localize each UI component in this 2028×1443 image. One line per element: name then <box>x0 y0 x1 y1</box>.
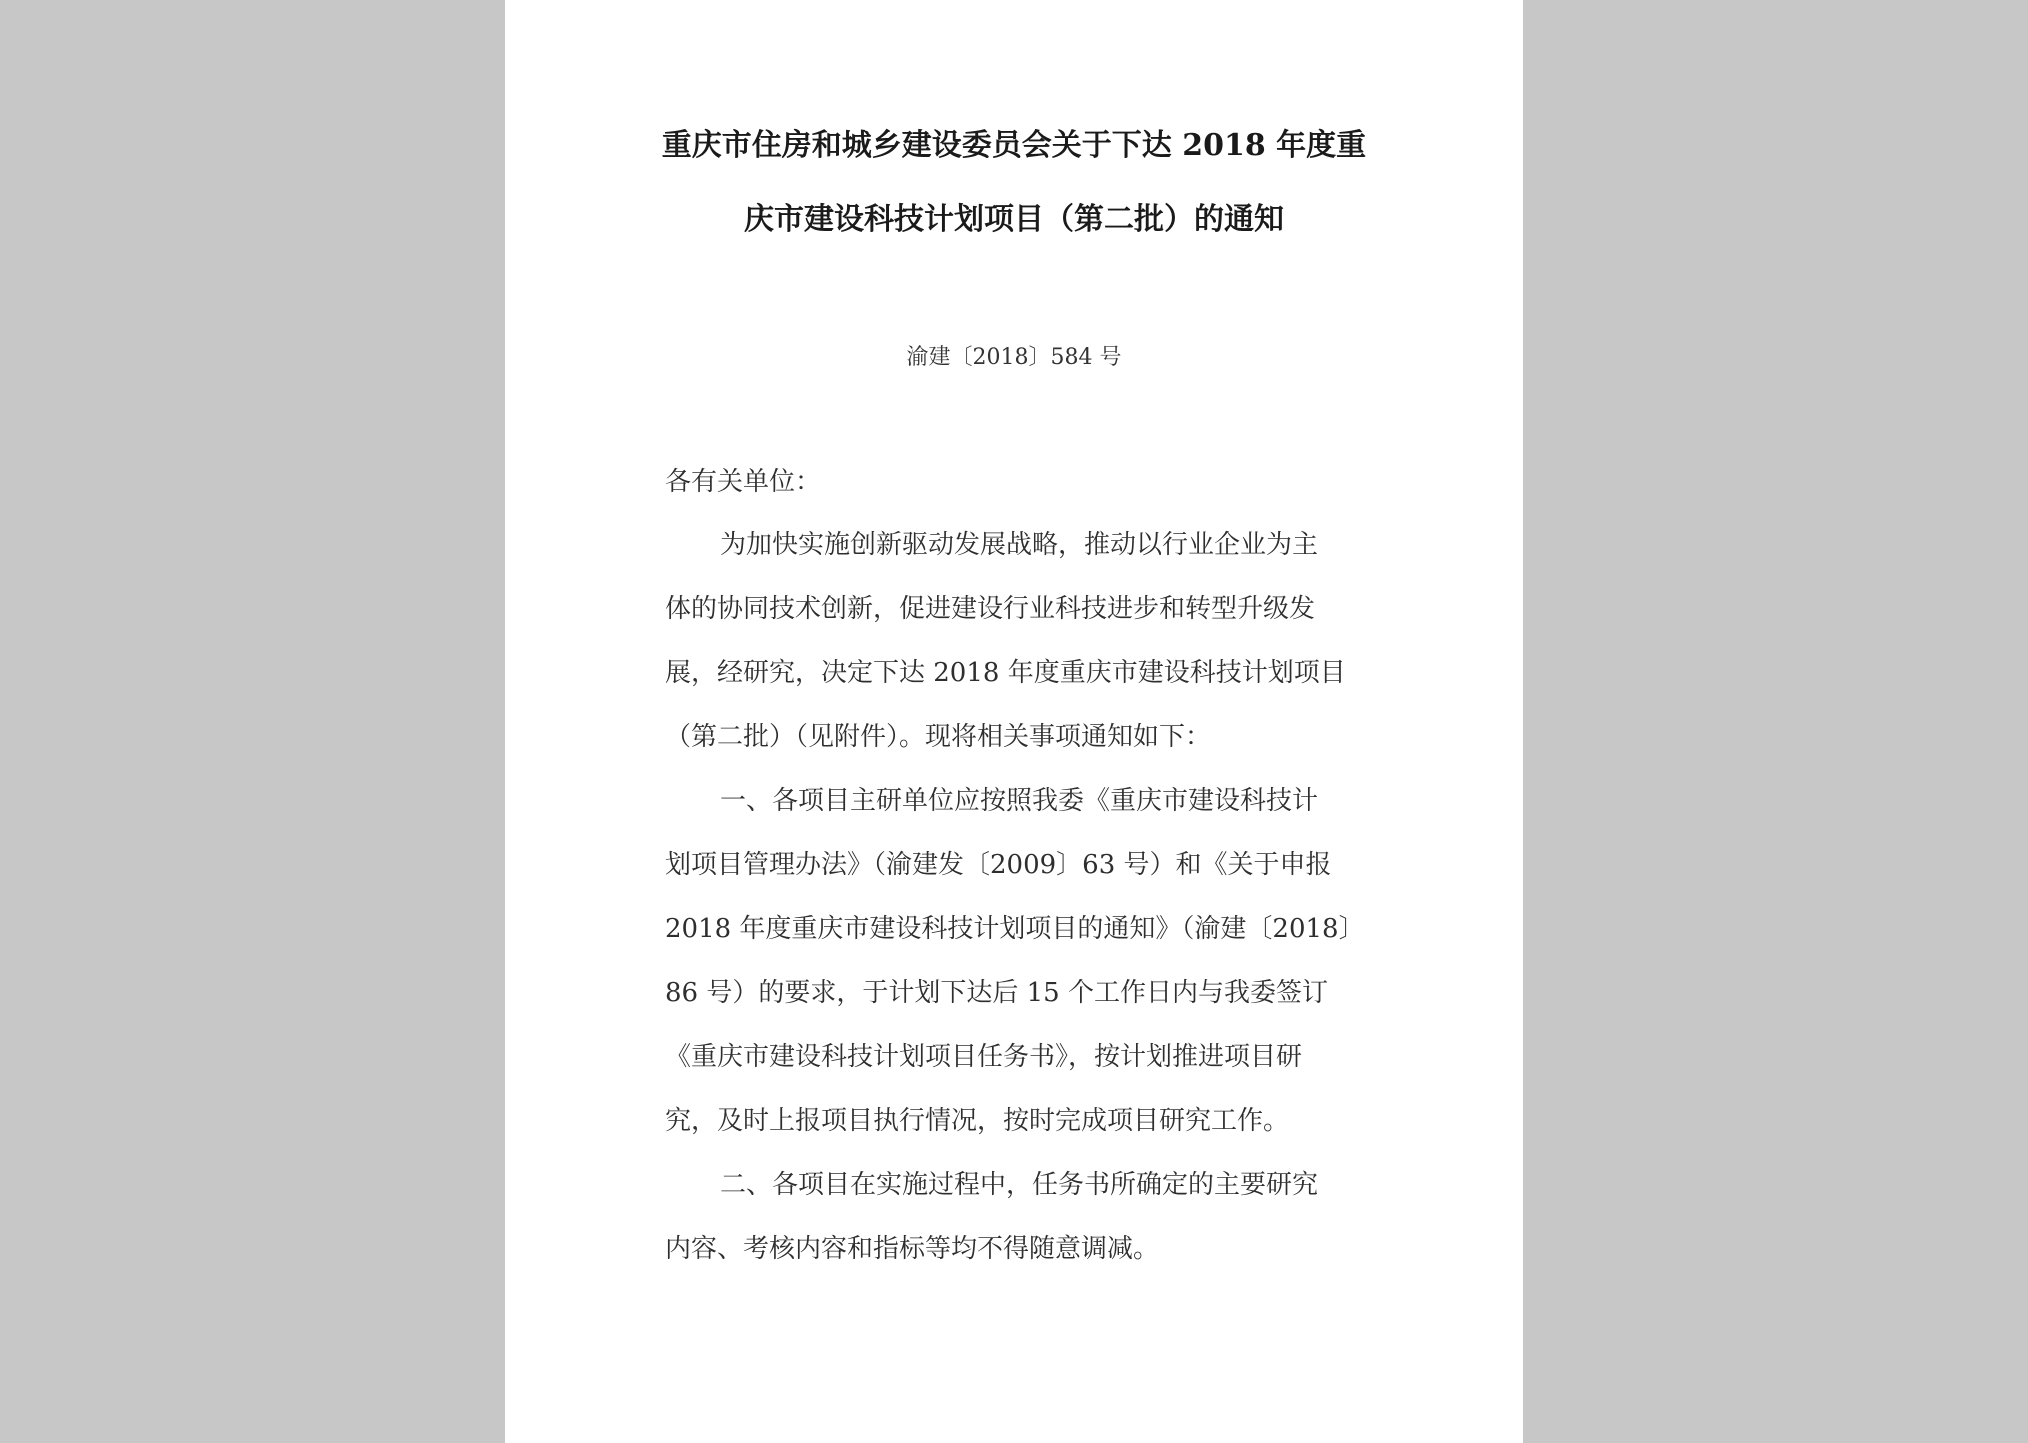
document-title-line-2: 庆市建设科技计划项目（第二批）的通知 <box>744 202 1284 237</box>
paragraph-2-line-6: 究，及时上报项目执行情况，按时完成项目研究工作。 <box>665 1106 1290 1136</box>
paragraph-1-line-4: （第二批）（见附件）。现将相关事项通知如下： <box>665 722 1212 752</box>
paragraph-2-line-3: 2018 年度重庆市建设科技计划项目的通知》（渝建〔2018〕 <box>665 914 1365 944</box>
document-number: 渝建〔2018〕584 号 <box>906 345 1122 370</box>
paragraph-1-line-2: 体的协同技术创新，促进建设行业科技进步和转型升级发 <box>665 594 1316 624</box>
paragraph-1-line-3: 展，经研究，决定下达 2018 年度重庆市建设科技计划项目 <box>665 658 1346 688</box>
paragraph-3-line-2: 内容、考核内容和指标等均不得随意调减。 <box>665 1234 1160 1264</box>
paragraph-2-line-4: 86 号）的要求，于计划下达后 15 个工作日内与我委签订 <box>665 978 1328 1008</box>
document-title-line-1: 重庆市住房和城乡建设委员会关于下达 2018 年度重 <box>661 128 1367 163</box>
document-page <box>505 0 1523 1443</box>
paragraph-2-line-5: 《重庆市建设科技计划项目任务书》，按计划推进项目研 <box>665 1042 1303 1072</box>
paragraph-2-line-1: 一、各项目主研单位应按照我委《重庆市建设科技计 <box>720 786 1319 816</box>
paragraph-3-line-1: 二、各项目在实施过程中，任务书所确定的主要研究 <box>720 1170 1319 1200</box>
salutation: 各有关单位： <box>665 467 822 497</box>
paragraph-1-line-1: 为加快实施创新驱动发展战略，推动以行业企业为主 <box>720 530 1319 560</box>
paragraph-2-line-2: 划项目管理办法》（渝建发〔2009〕63 号）和《关于申报 <box>665 850 1332 880</box>
